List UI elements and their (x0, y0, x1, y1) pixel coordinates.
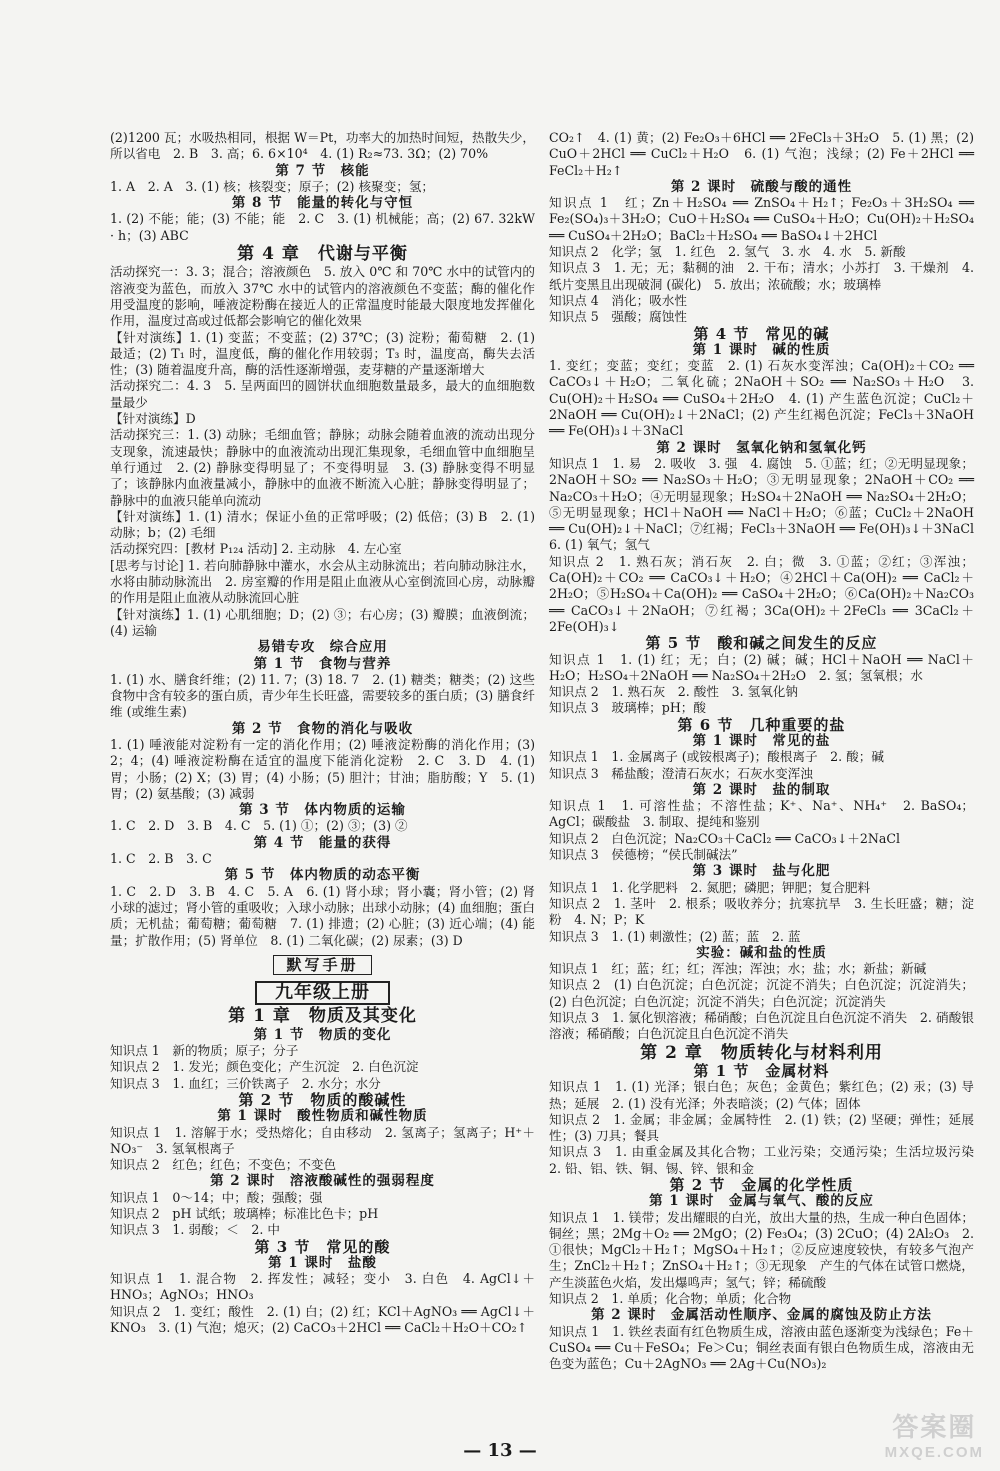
section-heading: 第 4 节 常见的碱 (693, 324, 830, 343)
answer-paragraph: 知识点 5 强酸；腐蚀性 (549, 309, 687, 325)
answer-paragraph: 知识点 3 1. 氯化钡溶液；稀硝酸；白色沉淀且白色沉淀不消失 2. 硝酸银溶液；稀硝酸；白色沉淀且白色沉淀不消失 (549, 1010, 974, 1042)
section-heading: 实验：碱和盐的性质 (696, 944, 827, 961)
section-heading: 第 2 节 食物的消化与吸收 (231, 720, 414, 737)
answer-paragraph: 知识点 2 1. 茎叶 2. 根系；吸收养分；抗寒抗旱 3. 生长旺盛；糖；淀粉 4. N；P；K (549, 895, 974, 928)
answer-paragraph: 活动探究二：4. 3 5. 呈两面凹的圆饼状血细胞数量最多，最大的血细胞数量最少 (110, 378, 535, 410)
answer-paragraph: 【针对演练】1. (1) 清水；保证小鱼的正常呼吸；(2) 低倍；(3) B 2. (1) 动脉；b；(2) 毛细 (110, 508, 535, 541)
answer-paragraph: 知识点 4 消化；吸水性 (549, 292, 687, 308)
answer-paragraph: 知识点 2 (1) 白色沉淀；白色沉淀；沉淀不消失；白色沉淀；沉淀消失；(2) 白色沉淀；白色沉淀；沉淀不消失；白色沉淀；沉淀消失 (549, 977, 974, 1009)
right-column (549, 130, 987, 1400)
answer-paragraph: 活动探究一：3. 3；混合；溶液颜色 5. 放入 0℃ 和 70℃ 水中的试管内的溶液变为蓝色，而放入 37℃ 水中的试管内的溶液颜色不变蓝；酶的催化作用受温度的影响，唾液淀粉酶在接近人的正常温度时能最大限度地发挥催化作用，温度过高或过低都会影响它的催化效果 (110, 264, 535, 329)
section-heading: 第 1 章 物质及其变化 (228, 1006, 417, 1027)
answer-paragraph: 知识点 1 1. 金属离子 (或铵根离子)；酸根离子 2. 酸；碱 (549, 749, 884, 765)
answer-paragraph: 知识点 3 1. 弱酸；＜ 2. 中 (110, 1222, 280, 1238)
section-heading: 第 1 节 食物与营养 (253, 655, 392, 672)
section-heading: 第 6 节 几种重要的盐 (677, 715, 846, 734)
left-column (110, 130, 535, 1400)
grade-banner (110, 981, 535, 1005)
answer-paragraph: 知识点 2 1. 熟石灰 2. 酸性 3. 氢氧化钠 (549, 684, 798, 700)
section-heading: 第 3 课时 盐与化肥 (692, 863, 831, 880)
answer-paragraph: 知识点 2 1. 单质；化合物；单质；化合物 (549, 1291, 792, 1307)
section-heading: 易错专攻 综合应用 (257, 639, 388, 656)
answer-paragraph: 【针对演练】1. (1) 变蓝；不变蓝；(2) 37℃；(3) 淀粉；葡萄糖 2. (1) 最适；(2) T₁ 时，温度低，酶的催化作用较弱；T₃ 时，温度高，酶失去活性；(3) 随着温度升高，酶的活性逐渐增强，麦芽糖的产量逐渐增大 (110, 329, 535, 378)
answer-paragraph: 知识点 1 红；Zn＋H₂SO₄ ══ ZnSO₄＋H₂↑；Fe₂O₃＋3H₂SO₄ ══ Fe₂(SO₄)₃＋3H₂O；CuO＋H₂SO₄ ══ CuSO₄＋H₂O；Cu(OH)₂＋H₂SO₄ ══ CuSO₄＋2H₂O；BaCl₂＋H₂SO₄ ══ BaSO₄↓＋2HCl (549, 195, 974, 243)
answer-paragraph: 知识点 2 1. 熟石灰；消石灰 2. 白；微 3. ①蓝；②红；③浑浊；Ca(OH)₂＋CO₂ ══ CaCO₃↓＋H₂O；④2HCl＋Ca(OH)₂ ══ CaCl₂＋2H₂O；⑤H₂SO₄＋Ca(OH)₂ ══ CaSO₄＋2H₂O；⑥Ca(OH)₂＋Na₂CO₃ ══ CaCO₃↓＋2NaOH；⑦红褐；3Ca(OH)₂＋2FeCl₃ ══ 3CaCl₂＋2Fe(OH)₃↓ (549, 553, 974, 634)
answer-paragraph: 1. (1) 唾液能对淀粉有一定的消化作用；(2) 唾液淀粉酶的消化作用；(3) 2；4；(4) 唾液淀粉酶在适宜的温度下能消化淀粉 2. C 3. D 4. (1) 胃；小肠；(2) X；(3) 胃；(4) 小肠；(5) 胆汁；甘油；脂肪酸；Y 5. (1) 胃；(2) 氨基酸；(3) 减弱 (110, 736, 535, 801)
answer-paragraph: 1. C 2. D 3. B 4. C 5. (1) ①；(2) ③；(3) ② (110, 818, 408, 834)
section-heading: 第 1 课时 碱的性质 (692, 341, 831, 358)
answer-paragraph: CO₂↑ 4. (1) 黄；(2) Fe₂O₃＋6HCl ══ 2FeCl₃＋3H₂O 5. (1) 黑；(2) CuO＋2HCl ══ CuCl₂＋H₂O 6. (1) 气泡；浅绿；(2) Fe＋2HCl ══ FeCl₂＋H₂↑ (549, 130, 974, 178)
banner-text: 默写手册 (273, 955, 371, 975)
section-heading: 第 2 课时 硫酸与酸的通性 (670, 178, 853, 195)
section-heading: 第 8 节 能量的转化与守恒 (231, 195, 414, 212)
section-heading: 第 5 节 体内物质的动态平衡 (224, 867, 421, 884)
section-banner (110, 955, 535, 975)
section-heading: 第 2 课时 溶液酸碱性的强弱程度 (210, 1173, 435, 1190)
answer-paragraph: 知识点 1 1. 化学肥料 2. 氮肥；磷肥；钾肥；复合肥料 (549, 879, 871, 895)
section-heading: 第 3 节 体内物质的运输 (239, 802, 406, 819)
watermark-logo: 答案圈 (892, 1412, 977, 1442)
watermark-url: MXQE.COM (884, 1444, 984, 1461)
answer-paragraph: 活动探究四：[教材 P₁₂₄ 活动] 2. 主动脉 4. 左心室 (110, 541, 402, 557)
section-heading: 第 1 课时 酸性物质和碱性物质 (217, 1108, 428, 1125)
answer-paragraph: 知识点 2 红色；红色；不变色；不变色 (110, 1157, 337, 1173)
answer-paragraph: 知识点 1 1. 溶解于水；受热熔化；自由移动 2. 氢离子；氢离子；H⁺＋NO₃⁻ 3. 氢氧根离子 (110, 1124, 535, 1156)
answer-paragraph: 知识点 3 1. 由重金属及其化合物；工业污染；交通污染；生活垃圾污染 2. 铅、铝、铁、铜、锡、锌、银和金 (549, 1144, 987, 1176)
section-heading: 第 2 课时 氢氧化钠和氢氧化钙 (656, 439, 867, 456)
answer-paragraph: 1. (1) 水、膳食纤维；(2) 11. 7；(3) 18. 7 2. (1) 糖类；糖类；(2) 这些食物中含有较多的蛋白质，青少年生长旺盛，需要较多的蛋白质；(3) 膳食纤维 (或维生素) (110, 671, 535, 720)
answer-paragraph: 知识点 1 红；蓝；红；红；浑浊；浑浊；水；盐；水；新盐；新碱 (549, 961, 927, 977)
answer-paragraph: 知识点 1 0～14；中；酸；强酸；强 (110, 1189, 323, 1205)
section-heading: 第 1 课时 盐酸 (268, 1254, 377, 1271)
answer-paragraph: 知识点 2 pH 试纸；玻璃棒；标准比色卡；pH (110, 1206, 379, 1221)
section-heading: 第 1 课时 常见的盐 (692, 732, 831, 749)
answer-paragraph: 【针对演练】1. (1) 心肌细胞；D；(2) ③；右心房；(3) 瓣膜；血液倒流；(4) 运输 (110, 606, 535, 638)
section-heading: 第 2 节 物质的酸碱性 (238, 1090, 407, 1109)
answer-paragraph: 1. 变红；变蓝；变红；变蓝 2. (1) 石灰水变浑浊；Ca(OH)₂＋CO₂ ══ CaCO₃↓＋H₂O；二氧化硫；2NaOH＋SO₂ ══ Na₂SO₃＋H₂O 3. Cu(OH)₂＋H₂SO₄ ══ CuSO₄＋2H₂O 4. (1) 产生蓝色沉淀；CuCl₂＋2NaOH ══ Cu(OH)₂↓＋2NaCl；(2) 产生红褐色沉淀；FeCl₃＋3NaOH ══ Fe(OH)₃↓＋3NaCl (549, 358, 974, 439)
answer-paragraph: 知识点 1 1. 镁带；发出耀眼的白光，放出大量的热，生成一种白色固体；铜丝；黑；2Mg＋O₂ ══ 2MgO；(2) Fe₃O₄；(3) 2CuO；(4) 2Al₂O₃ 2. ①很快；MgCl₂＋H₂↑；MgSO₄＋H₂↑；②反应速度较快，有较多气泡产生；ZnCl₂＋H₂↑；ZnSO₄＋H₂↑；③无现象 产生的气体在试管口燃烧，产生淡蓝色火焰，发出爆鸣声；氢气；锌；稀硫酸 (549, 1209, 974, 1290)
answer-paragraph: 知识点 2 1. 变红；酸性 2. (1) 白；(2) 红；KCl＋AgNO₃ ══ AgCl↓＋KNO₃ 3. (1) 气泡；熄灭；(2) CaCO₃＋2HCl ══ CaCl₂＋H₂O＋CO₂↑ (110, 1303, 535, 1336)
answer-paragraph: 知识点 1 1. 混合物 2. 挥发性；减轻；变小 3. 白色 4. AgCl↓＋HNO₃；AgNO₃；HNO₃ (110, 1271, 535, 1303)
section-heading: 第 5 节 酸和碱之间发生的反应 (645, 634, 878, 653)
answer-paragraph: 1. (2) 不能；能；(3) 不能；能 2. C 3. (1) 机械能；高；(2) 67. 32kW · h；(3) ABC (110, 211, 535, 243)
answer-paragraph: [思考与讨论] 1. 若向肺静脉中灌水，水会从主动脉流出；若向肺动脉注水，水将由肺动脉流出 2. 房室瓣的作用是阻止血液从心室倒流回心房，动脉瓣的作用是阻止血液从动脉流回心脏 (110, 557, 535, 606)
section-heading: 第 1 节 物质的变化 (253, 1026, 392, 1043)
answer-paragraph: 知识点 2 1. 发光；颜色变化；产生沉淀 2. 白色沉淀 (110, 1059, 419, 1075)
answer-paragraph: 知识点 1 新的物质；原子；分子 (110, 1043, 299, 1059)
section-heading: 第 2 节 金属的化学性质 (669, 1176, 854, 1194)
answer-paragraph: 知识点 2 白色沉淀；Na₂CO₃＋CaCl₂ ══ CaCO₃↓＋2NaCl (549, 830, 901, 846)
answer-paragraph: (2)1200 瓦；水吸热相同，根据 W＝Pt，功率大的加热时间短，热散失少，所以省电 2. B 3. 高；6. 6×10⁴ 4. (1) R₂≈73. 3Ω；(2) 70% (110, 130, 535, 162)
answer-paragraph: 知识点 2 化学；氢 1. 红色 2. 氢气 3. 水 4. 水 5. 新酸 (549, 244, 906, 260)
answer-paragraph: 知识点 3 1. 血红；三价铁离子 2. 水分；水分 (110, 1075, 381, 1091)
answer-paragraph: 知识点 3 1. 无；无；黏稠的油 2. 干布；清水；小苏打 3. 干燥剂 4. 纸片变黑且出现破洞 (碳化) 5. 放出；浓硫酸；水；玻璃棒 (549, 260, 974, 292)
answer-paragraph: 知识点 3 侯德榜；“侯氏制碱法” (549, 847, 738, 863)
answer-paragraph: 知识点 3 1. (1) 刺激性；(2) 蓝；蓝 2. 蓝 (549, 928, 801, 944)
section-heading: 第 2 课时 金属活动性顺序、金属的腐蚀及防止方法 (591, 1307, 932, 1324)
section-heading: 第 4 章 代谢与平衡 (237, 244, 408, 265)
answer-paragraph: 1. C 2. D 3. B 4. C 5. A 6. (1) 肾小球；肾小囊；肾小管；(2) 肾小球的滤过；肾小管的重吸收；入球小动脉；出球小动脉；(4) 血细胞；蛋白质；无机盐；葡萄糖；葡萄糖 7. (1) 排遗；(2) 心脏；(3) 近心端；(4) 能量；扩散作用；(5) 肾单位 8. (1) 二氧化碳；(2) 尿素；(3) D (110, 883, 535, 948)
answer-paragraph: 活动探究三：1. (3) 动脉；毛细血管；静脉；动脉会随着血液的流动出现分支现象，流速最快；静脉中的血液流动出现汇集现象，毛细血管中血细胞呈单行通过 2. (2) 静脉变得明显了；不变得明显 3. (3) 静脉变得不明显了；该静脉内血液量减小，静脉中的血液不断流入心脏；静脉变得明显了；静脉中的血液只能单向流动 (110, 427, 535, 508)
answer-paragraph: 知识点 3 玻璃棒；pH；酸 (549, 700, 706, 716)
answer-paragraph: 知识点 1 1. (1) 红；无；白；(2) 碱；碱；HCl＋NaOH ══ NaCl＋H₂O；H₂SO₄＋2NaOH ══ Na₂SO₄＋2H₂O 2. 氢；氢氧根；水 (549, 651, 974, 683)
answer-paragraph: 知识点 1 1. (1) 光泽；银白色；灰色；金黄色；紫红色；(2) 汞；(3) 导热；延展 2. (1) 没有光泽；外表暗淡；(2) 气体；固体 (549, 1079, 974, 1111)
answer-paragraph: 1. C 2. B 3. C (110, 851, 212, 867)
section-heading: 第 1 节 金属材料 (693, 1061, 830, 1080)
section-heading: 第 7 节 核能 (275, 162, 370, 179)
answer-paragraph: 【针对演练】D (110, 411, 196, 427)
section-heading: 第 2 章 物质转化与材料利用 (640, 1042, 883, 1063)
section-heading: 第 1 课时 金属与氧气、酸的反应 (649, 1193, 874, 1210)
answer-paragraph: 1. A 2. A 3. (1) 核；核裂变；原子；(2) 核聚变；氢； (110, 178, 435, 194)
columns (110, 130, 987, 1400)
section-heading: 第 3 节 常见的酸 (254, 1237, 391, 1256)
answer-paragraph: 知识点 1 1. 易 2. 吸收 3. 强 4. 腐蚀 5. ①蓝；红；②无明显现象；2NaOH＋SO₂ ══ Na₂SO₃＋H₂O；③无明显现象；2NaOH＋CO₂ ══ Na₂CO₃＋H₂O；④无明显现象；H₂SO₄＋2NaOH ══ Na₂SO₄＋2H₂O；⑤无明显现象；HCl＋NaOH ══ NaCl＋H₂O；⑥蓝；CuCl₂＋2NaOH ══ Cu(OH)₂↓＋NaCl；⑦红褐；FeCl₃＋3NaOH ══ Fe(OH)₃↓＋3NaCl 6. (1) 氧气；氢气 (549, 455, 987, 553)
section-heading: 第 2 课时 盐的制取 (692, 781, 831, 798)
answer-paragraph: 知识点 1 1. 可溶性盐；不溶性盐；K⁺、Na⁺、NH₄⁺ 2. BaSO₄；AgCl；碳酸盐 3. 制取、提纯和鉴别 (549, 798, 974, 830)
answer-paragraph: 知识点 3 稀盐酸；澄清石灰水；石灰水变浑浊 (549, 765, 813, 781)
watermark (885, 1407, 984, 1461)
banner-text: 九年级上册 (255, 981, 390, 1005)
answer-paragraph: 知识点 2 1. 金属；非金属；金属特性 2. (1) 铁；(2) 坚硬；弹性；延展性；(3) 刀具；餐具 (549, 1111, 974, 1144)
answer-paragraph: 知识点 1 1. 铁丝表面有红色物质生成，溶液由蓝色逐渐变为浅绿色；Fe＋CuSO₄ ══ Cu＋FeSO₄；Fe＞Cu；铜丝表面有银白色物质生成，溶液由无色变为蓝色；Cu＋2AgNO₃ ══ 2Ag＋Cu(NO₃)₂ (549, 1323, 974, 1372)
section-heading: 第 4 节 能量的获得 (253, 834, 392, 851)
page-number: — 13 — (463, 1440, 537, 1461)
